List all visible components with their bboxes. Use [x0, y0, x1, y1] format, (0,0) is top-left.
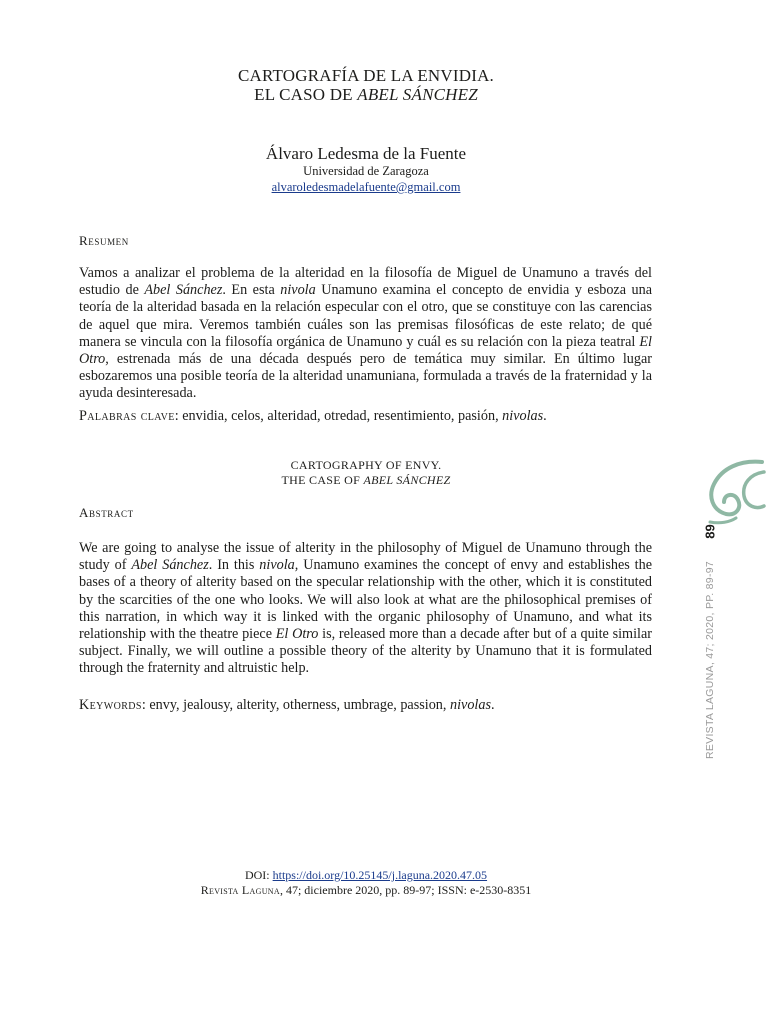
author-name: Álvaro Ledesma de la Fuente	[265, 144, 467, 163]
sidebar	[699, 522, 723, 772]
leaf-ornament-icon	[700, 458, 766, 528]
page-footer	[0, 868, 732, 898]
author-email-link[interactable]: alvaroledesmadelafuente@gmail.com	[271, 180, 461, 194]
running-head: REVISTA LAGUNA, 47; 2020, PP. 89-97	[704, 560, 716, 760]
title-line-2: EL CASO DE ABEL SÁNCHEZ	[254, 85, 478, 104]
abstract-heading: Abstract	[79, 505, 134, 520]
doi-link[interactable]: https://doi.org/10.25145/j.laguna.2020.47.05	[272, 868, 488, 882]
resumen-keywords: Palabras clave: envidia, celos, alteridad, otredad, resentimiento, pasión, nivolas.	[79, 408, 547, 424]
resumen-paragraph: Vamos a analizar el problema de la alteridad en la filosofía de Miguel de Unamuno a través del estudio de Abel Sánchez. En esta nivola Unamuno examina el concepto de envidia y esboza una teoría de la alteridad basada en la relación especular con el otro, que se constituye con las carencias de aquel que mira. Veremos también cuáles son las premisas filosóficas de este relato; de qué manera se vincula con la filosofía orgánica de Unamuno y cuál es su relación con la pieza teatral El Otro, estrenada más de una década después pero de temática muy similar. En último lugar esbozaremos una posible teoría de la alteridad unamuniana, formulada a través de la fraternidad y la ayuda desinteresada.	[79, 265, 652, 402]
doi-line: DOI: https://doi.org/10.25145/j.laguna.2020.47.05	[244, 868, 488, 882]
abstract-keywords: Keywords: envy, jealousy, alterity, otherness, umbrage, passion, nivolas.	[79, 697, 495, 713]
english-title-line-2: THE CASE OF ABEL SÁNCHEZ	[281, 473, 451, 487]
author-affiliation: Universidad de Zaragoza	[303, 164, 429, 178]
article-title	[0, 66, 732, 104]
english-title-line-1: CARTOGRAPHY OF ENVY.	[290, 458, 442, 472]
abstract-paragraph: We are going to analyse the issue of alterity in the philosophy of Miguel de Unamuno through the study of Abel Sánchez. In this nivola, Unamuno examines the concept of envy and establishes the bases of a theory of alterity based on the specular relationship with the other, which it is constituted by the scarcities of the one who looks. We will also look at what are the philosophical premises of this narration, in which way it is linked with the organic philosophy of Unamuno, and what its relationship with the theatre piece El Otro is, released more than a decade after but of a quite similar subject. Finally, we will outline a possible theory of the alterity by Unamuno that it is formulated through the fraternity and altruistic help.	[79, 540, 652, 677]
title-line-1: CARTOGRAFÍA DE LA ENVIDIA.	[237, 66, 495, 85]
page-number: 89	[702, 524, 718, 539]
title-italic-work: ABEL SÁNCHEZ	[357, 85, 478, 104]
citation-line: Revista Laguna, 47; diciembre 2020, pp. 89-97; ISSN: e-2530-8351	[200, 883, 532, 897]
english-title	[0, 458, 732, 488]
resumen-heading: Resumen	[79, 233, 129, 248]
